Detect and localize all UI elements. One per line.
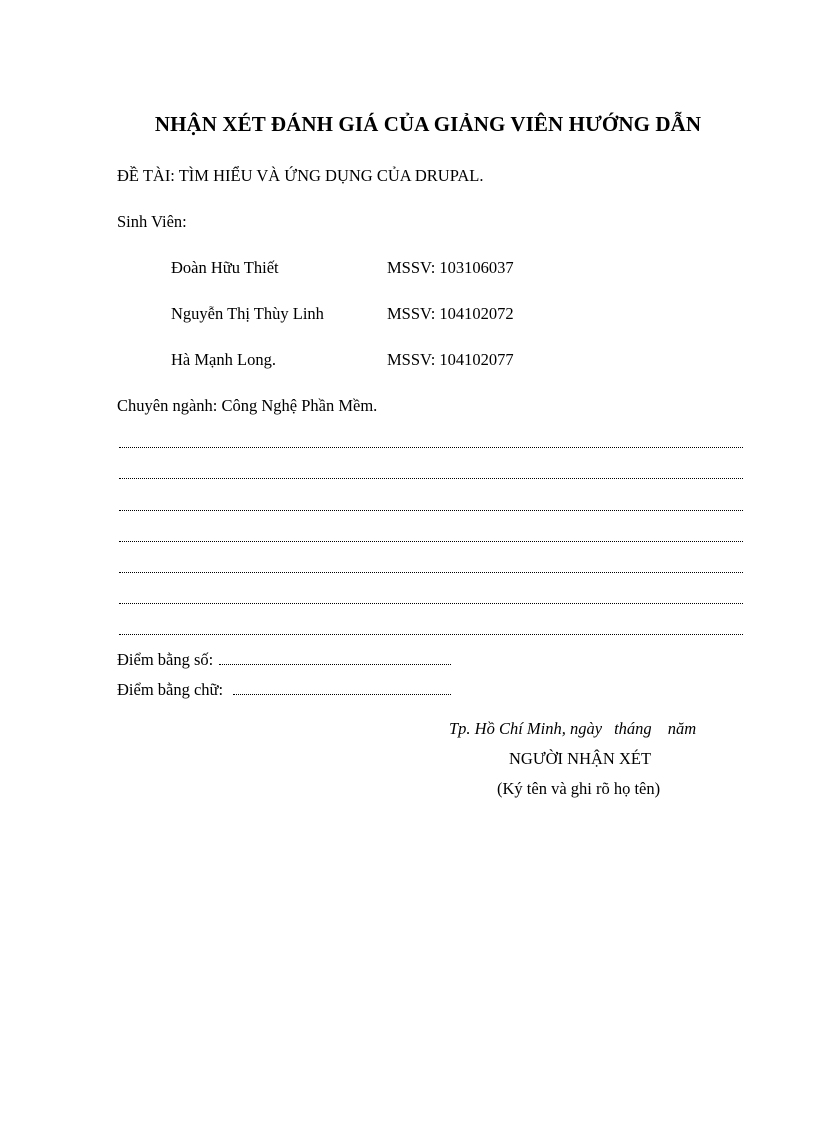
students-label: Sinh Viên: <box>117 212 187 231</box>
score-word-line <box>117 680 451 700</box>
student-id: MSSV: 103106037 <box>387 258 514 277</box>
comment-dotted-line <box>119 516 743 547</box>
place-date-line <box>449 719 696 739</box>
student-id: MSSV: 104102072 <box>387 304 514 323</box>
comment-dotted-line <box>119 547 743 578</box>
student-row <box>171 304 514 324</box>
year-text: năm <box>667 719 697 738</box>
comment-dotted-line <box>119 609 743 640</box>
major-line: Chuyên ngành: Công Nghệ Phần Mềm. <box>117 396 378 415</box>
score-word-label: Điểm bằng chữ: <box>117 680 224 699</box>
student-row <box>171 258 514 278</box>
comment-dotted-line <box>119 578 743 609</box>
student-id: MSSV: 104102077 <box>387 350 514 369</box>
comment-lines <box>119 422 743 640</box>
score-word-blank <box>233 682 451 695</box>
student-name: Đoàn Hữu Thiết <box>171 258 279 277</box>
signature-note: (Ký tên và ghi rõ họ tên) <box>497 779 661 798</box>
page-title: NHẬN XÉT ĐÁNH GIÁ CỦA GIẢNG VIÊN HƯỚNG DẪN <box>154 112 702 136</box>
comment-dotted-line <box>119 422 743 453</box>
month-text: tháng <box>614 719 652 738</box>
student-name: Hà Mạnh Long. <box>171 350 276 369</box>
student-name: Nguyễn Thị Thùy Linh <box>171 304 324 323</box>
comment-dotted-line <box>119 484 743 515</box>
comment-dotted-line <box>119 453 743 484</box>
score-number-blank <box>219 652 451 665</box>
student-row <box>171 350 514 370</box>
score-number-label: Điểm bằng số: <box>117 650 214 669</box>
signer-title: NGƯỜI NHẬN XÉT <box>509 749 652 768</box>
topic-line: ĐỀ TÀI: TÌM HIỂU VÀ ỨNG DỤNG CỦA DRUPAL. <box>117 166 484 185</box>
score-number-line <box>117 650 451 670</box>
place-day-text: Tp. Hồ Chí Minh, ngày <box>449 719 603 738</box>
